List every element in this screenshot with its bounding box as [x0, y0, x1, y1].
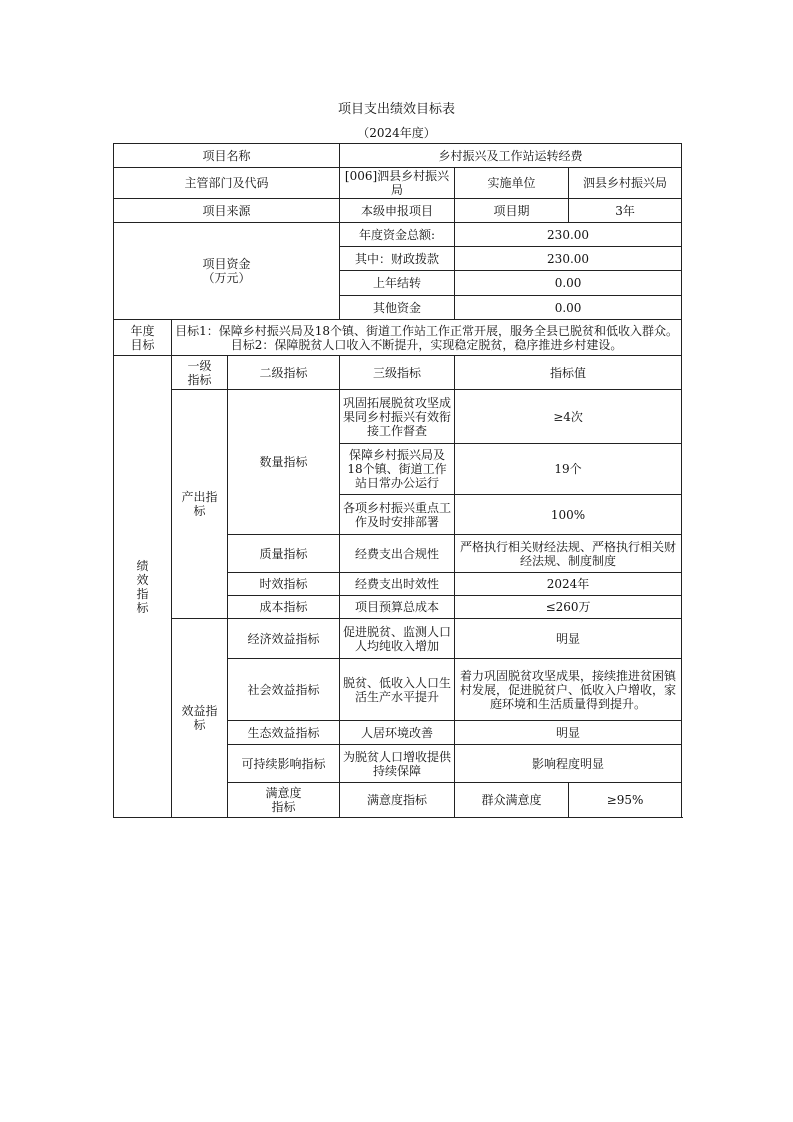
sat-value: ≥95%	[569, 783, 682, 818]
timeliness-indicator-label: 时效指标	[228, 573, 340, 596]
q2-name: 保障乡村振兴局及18个镇、街道工作站日常办公运行	[340, 444, 455, 495]
project-name-value: 乡村振兴及工作站运转经费	[340, 144, 682, 168]
sus-value: 影响程度明显	[455, 745, 682, 783]
period-value: 3年	[569, 199, 682, 223]
other-funds-label: 其他资金	[340, 296, 455, 320]
economic-indicator-label: 经济效益指标	[228, 619, 340, 659]
ecological-indicator-label: 生态效益指标	[228, 721, 340, 745]
econ-name: 促进脱贫、监测人口人均纯收入增加	[340, 619, 455, 659]
social-value: 着力巩固脱贫攻坚成果，接续推进贫困镇村发展，促进脱贫户、低收入户增收，家庭环境和生活质量得到提升。	[455, 659, 682, 721]
carryover-value: 0.00	[455, 271, 682, 296]
impl-unit-label: 实施单位	[455, 168, 569, 199]
time-value: 2024年	[455, 573, 682, 596]
perf-indicator-label: 绩 效 指 标	[114, 356, 172, 818]
sus-name: 为脱贫人口增收提供持续保障	[340, 745, 455, 783]
impl-unit-value: 泗县乡村振兴局	[569, 168, 682, 199]
quality-value: 严格执行相关财经法规、严格执行相关财经法规、制度制度	[455, 535, 682, 573]
cost-value: ≤260万	[455, 596, 682, 619]
period-label: 项目期	[455, 199, 569, 223]
q1-name: 巩固拓展脱贫攻坚成果同乡村振兴有效衔接工作督查	[340, 390, 455, 444]
social-name: 脱贫、低收入人口生活生产水平提升	[340, 659, 455, 721]
other-funds-value: 0.00	[455, 296, 682, 320]
eco-value: 明显	[455, 721, 682, 745]
time-name: 经费支出时效性	[340, 573, 455, 596]
page-subtitle: （2024年度）	[357, 126, 436, 140]
page-title: 项目支出绩效目标表	[337, 102, 455, 117]
eco-name: 人居环境改善	[340, 721, 455, 745]
q2-value: 19个	[455, 444, 682, 495]
annual-goal-label: 年度 目标	[114, 320, 172, 356]
quality-indicator-label: 质量指标	[228, 535, 340, 573]
dept-value: [006]泗县乡村振兴局	[340, 168, 455, 199]
cost-indicator-label: 成本指标	[228, 596, 340, 619]
benefit-indicator-label: 效益指 标	[172, 619, 228, 818]
annual-total-value: 230.00	[455, 223, 682, 247]
project-name-label: 项目名称	[114, 144, 340, 168]
q3-value: 100%	[455, 495, 682, 535]
output-indicator-label: 产出指 标	[172, 390, 228, 619]
annual-total-label: 年度资金总额:	[340, 223, 455, 247]
sat-name: 群众满意度	[455, 783, 569, 818]
performance-table	[113, 143, 682, 818]
fiscal-value: 230.00	[455, 247, 682, 271]
carryover-label: 上年结转	[340, 271, 455, 296]
social-indicator-label: 社会效益指标	[228, 659, 340, 721]
col-header-level2: 二级指标	[228, 356, 340, 390]
dept-label: 主管部门及代码	[114, 168, 340, 199]
q1-value: ≥4次	[455, 390, 682, 444]
satisfaction-l2-label: 满意度指标	[340, 783, 455, 818]
sustainable-indicator-label: 可持续影响指标	[228, 745, 340, 783]
quality-name: 经费支出合规性	[340, 535, 455, 573]
q3-name: 各项乡村振兴重点工作及时安排部署	[340, 495, 455, 535]
funds-label: 项目资金 （万元）	[114, 223, 340, 320]
satisfaction-indicator-label: 满意度 指标	[228, 783, 340, 818]
col-header-level3: 三级指标	[340, 356, 455, 390]
fiscal-label: 其中：财政拨款	[340, 247, 455, 271]
source-label: 项目来源	[114, 199, 340, 223]
quantity-indicator-label: 数量指标	[228, 390, 340, 535]
col-header-value: 指标值	[455, 356, 682, 390]
source-value: 本级申报项目	[340, 199, 455, 223]
econ-value: 明显	[455, 619, 682, 659]
annual-goal-text: 目标1：保障乡村振兴局及18个镇、街道工作站工作正常开展，服务全县已脱贫和低收入群众。 目标2：保障脱贫人口收入不断提升，实现稳定脱贫，稳序推进乡村建设。	[172, 320, 682, 356]
cost-name: 项目预算总成本	[340, 596, 455, 619]
col-header-level1: 一级 指标	[172, 356, 228, 390]
